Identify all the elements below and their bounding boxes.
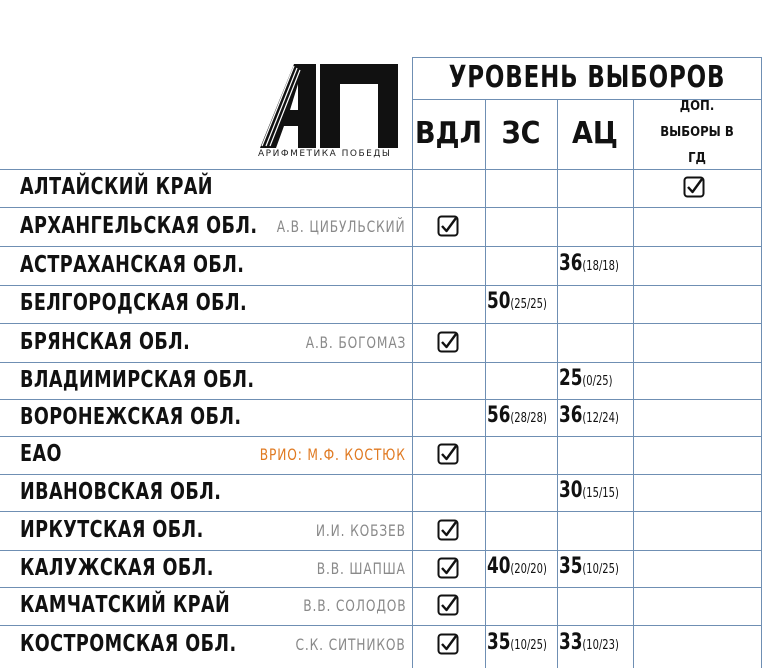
column-gd: [633, 100, 761, 166]
vdl-checkmark-icon: [437, 443, 459, 465]
grid-line: [0, 169, 761, 170]
grid-line: [0, 550, 761, 551]
region-name: АРХАНГЕЛЬСКАЯ ОБЛ.: [20, 212, 258, 239]
region-name: ВОРОНЕЖСКАЯ ОБЛ.: [20, 403, 242, 430]
ac-seats-breakdown: (12/24): [582, 410, 619, 426]
grid-line: [0, 474, 761, 475]
grid-line: [633, 99, 634, 668]
ac-seats-total: 36: [559, 250, 583, 276]
grid-line: [0, 285, 761, 286]
vdl-checkmark-icon: [437, 331, 459, 353]
ac-seats-total: 36: [559, 402, 583, 428]
grid-line: [0, 511, 761, 512]
region-name: ИРКУТСКАЯ ОБЛ.: [20, 516, 204, 543]
ac-seats: [559, 403, 619, 428]
governor-name: И.И. КОБЗЕВ: [316, 520, 406, 540]
region-name: КОСТРОМСКАЯ ОБЛ.: [20, 631, 237, 657]
region-name: ЕАО: [20, 441, 62, 467]
zs-seats: [487, 630, 547, 655]
region-name: КАЛУЖСКАЯ ОБЛ.: [20, 554, 214, 581]
logo-caption: АРИФМЕТИКА ПОБЕДЫ: [258, 149, 392, 159]
vdl-checkmark-icon: [437, 215, 459, 237]
vdl-checkmark-icon: [437, 519, 459, 541]
grid-line: [485, 99, 486, 668]
grid-line: [557, 99, 558, 668]
region-name: КАМЧАТСКИЙ КРАЙ: [20, 592, 231, 618]
column-ac: АЦ: [572, 115, 618, 151]
zs-seats-total: 56: [487, 402, 511, 428]
grid-line: [0, 207, 761, 208]
governor-name: А.В. ЦИБУЛЬСКИЙ: [277, 216, 406, 236]
column-gd-label: ДОП. ВЫБОРЫ В ГД: [660, 99, 734, 166]
governor-name: В.В. ШАПША: [316, 558, 406, 578]
zs-seats-total: 35: [487, 630, 511, 655]
grid-line: [0, 436, 761, 437]
ac-seats-total: 33: [559, 630, 583, 655]
region-name: АСТРАХАНСКАЯ ОБЛ.: [20, 251, 245, 278]
zs-seats-breakdown: (28/28): [510, 410, 547, 426]
zs-seats: [487, 403, 547, 428]
ac-seats: [559, 554, 619, 579]
grid-line: [0, 323, 761, 324]
ac-seats: [559, 478, 619, 503]
ac-seats: [559, 366, 612, 391]
zs-seats: [487, 289, 547, 314]
ap-logo: [258, 62, 408, 162]
ac-seats-breakdown: (0/25): [582, 373, 613, 389]
zs-seats-breakdown: (20/20): [510, 561, 547, 577]
grid-line: [0, 362, 761, 363]
ac-seats-total: 25: [559, 365, 583, 391]
gd-checkmark-icon: [683, 176, 705, 198]
region-name: БРЯНСКАЯ ОБЛ.: [20, 328, 191, 355]
zs-seats-total: 40: [487, 553, 511, 579]
zs-seats: [487, 554, 547, 579]
vdl-checkmark-icon: [437, 633, 459, 655]
vdl-checkmark-icon: [437, 594, 459, 616]
vdl-checkmark-icon: [437, 557, 459, 579]
governor-name: В.В. СОЛОДОВ: [302, 596, 406, 615]
ac-seats: [559, 630, 619, 655]
grid-line: [0, 587, 761, 588]
column-vdl: ВДЛ: [414, 115, 483, 151]
ac-seats: [559, 251, 619, 276]
grid-line: [0, 625, 761, 626]
ac-seats-breakdown: (10/23): [582, 638, 619, 653]
governor-name: С.К. СИТНИКОВ: [295, 635, 406, 654]
ac-seats-breakdown: (15/15): [582, 485, 619, 501]
ac-seats-breakdown: (18/18): [582, 258, 619, 274]
zs-seats-breakdown: (25/25): [510, 297, 547, 312]
governor-name: А.В. БОГОМАЗ: [305, 332, 406, 352]
zs-seats-breakdown: (10/25): [510, 638, 547, 653]
ac-seats-total: 35: [559, 553, 583, 579]
ac-seats-breakdown: (10/25): [582, 561, 619, 577]
column-zs: ЗС: [501, 115, 541, 151]
grid-line: [761, 57, 762, 668]
region-name: ВЛАДИМИРСКАЯ ОБЛ.: [20, 366, 255, 393]
region-name: АЛТАЙСКИЙ КРАЙ: [20, 174, 213, 200]
elections-level-title: УРОВЕНЬ ВЫБОРОВ: [448, 60, 726, 95]
grid-line: [0, 399, 761, 400]
zs-seats-total: 50: [487, 289, 511, 314]
governor-name: ВРИО: М.Ф. КОСТЮК: [260, 445, 406, 464]
region-name: ИВАНОВСКАЯ ОБЛ.: [20, 478, 222, 505]
grid-line: [0, 246, 761, 247]
ac-seats-total: 30: [559, 477, 583, 503]
region-name: БЕЛГОРОДСКАЯ ОБЛ.: [20, 290, 248, 316]
